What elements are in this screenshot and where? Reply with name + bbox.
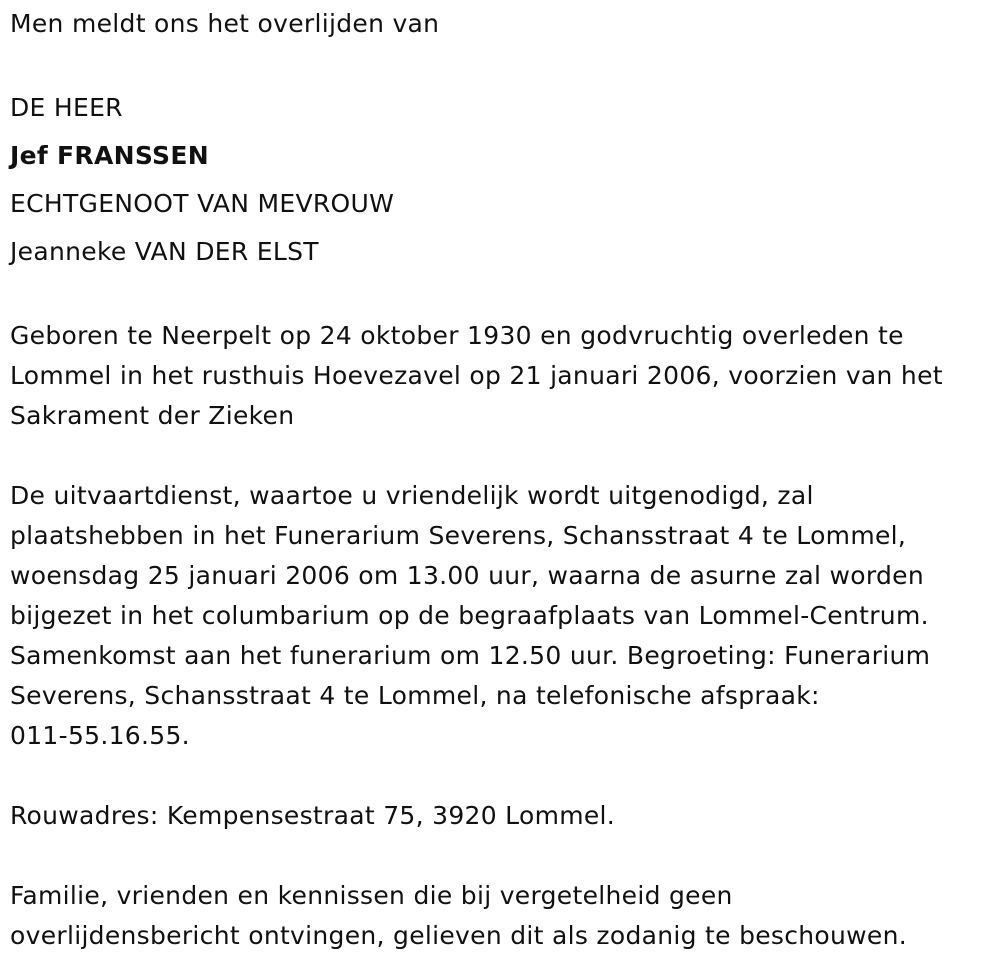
spacer — [10, 276, 995, 316]
intro-text: Men meldt ons het overlijden van — [10, 9, 440, 38]
obituary-notice — [10, 4, 995, 956]
deceased-name: Jef FRANSSEN — [10, 141, 209, 170]
paragraph-line: De uitvaartdienst, waartoe u vriendelijk wordt uitgenodigd, zal — [10, 481, 814, 510]
relation-text: ECHTGENOOT VAN MEVROUW — [10, 189, 395, 218]
paragraph-line: bijgezet in het columbarium op de begraafplaats van Lommel-Centrum. — [10, 601, 929, 630]
paragraph-line: Lommel in het rusthuis Hoevezavel op 21 januari 2006, voorzien van het — [10, 361, 943, 390]
birth-death-paragraph — [10, 316, 995, 436]
paragraph-line: Severens, Schansstraat 4 te Lommel, na telefonische afspraak: — [10, 681, 820, 710]
closing-paragraph — [10, 876, 995, 956]
paragraph-line: 011-55.16.55. — [10, 721, 190, 750]
honorific: DE HEER — [10, 93, 123, 122]
spacer — [10, 436, 995, 476]
mourning-address: Rouwadres: Kempensestraat 75, 3920 Lommel. — [10, 801, 616, 830]
paragraph-line: Samenkomst aan het funerarium om 12.50 uur. Begroeting: Funerarium — [10, 641, 931, 670]
spacer — [10, 836, 995, 876]
paragraph-line: plaatshebben in het Funerarium Severens, Schansstraat 4 te Lommel, — [10, 521, 907, 550]
paragraph-line: overlijdensbericht ontvingen, gelieven dit als zodanig te beschouwen. — [10, 921, 907, 950]
spacer — [10, 756, 995, 796]
paragraph-line: woensdag 25 januari 2006 om 13.00 uur, waarna de asurne zal worden — [10, 561, 924, 590]
paragraph-line: Geboren te Neerpelt op 24 oktober 1930 en godvruchtig overleden te — [10, 321, 904, 350]
spouse-name: Jeanneke VAN DER ELST — [10, 237, 319, 266]
spacer — [10, 44, 995, 84]
deceased-block — [10, 84, 995, 276]
service-paragraph — [10, 476, 995, 756]
paragraph-line: Familie, vrienden en kennissen die bij vergetelheid geen — [10, 881, 733, 910]
paragraph-line: Sakrament der Zieken — [10, 401, 295, 430]
